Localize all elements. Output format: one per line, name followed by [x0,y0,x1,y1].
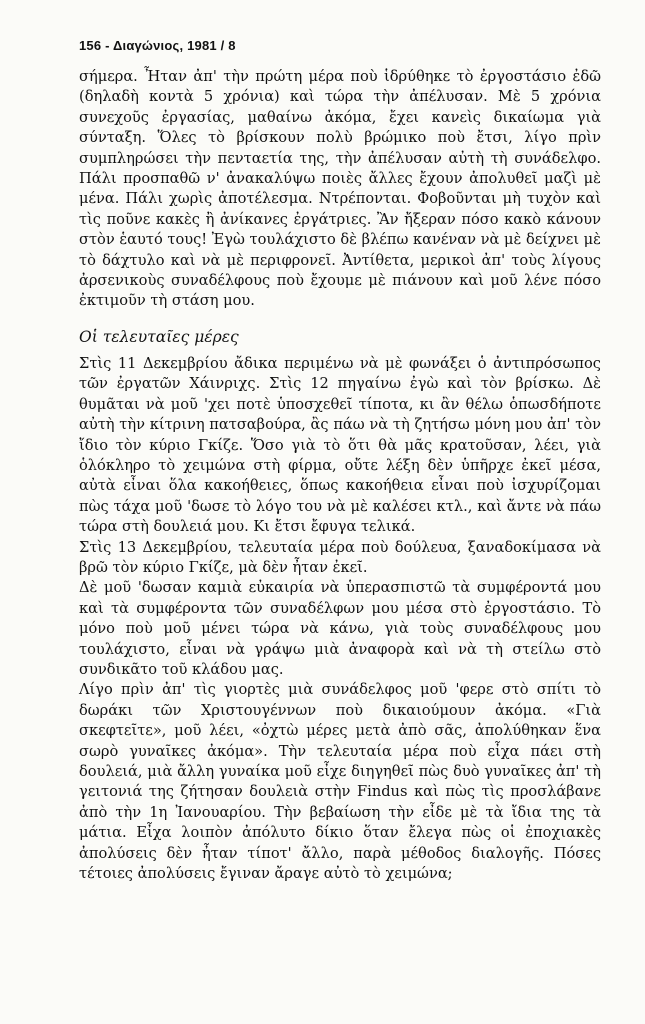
body-paragraph-4: Λίγο πρὶν ἀπ' τὶς γιορτὲς μιὰ συνάδελφος μοῦ 'φερε στὸ σπίτι τὸ δωράκι τῶν Χριστουγέννων ποὺ δικαιούμουν ἀκόμα. «Γιὰ σκεφτεῖτε», μοῦ λέει, «ὀχτὼ μέρες μετὰ ἀπὸ σᾶς, ἀπολύθηκαν ἕνα σωρὸ γυναῖκες ἀκόμα». Τὴν τελευταία μέρα ποὺ εἶχα πάει στὴ δουλειά, μιὰ ἄλλη γυναίκα μοῦ εἶχε διηγηθεῖ πὼς δυὸ γυναῖκες ἀπ' τὴ γειτονιά της ζήτησαν δουλειὰ στὴν Findus καὶ πὼς τὶς προσλάβανε ἀπὸ τὴν 1η Ἰανουαρίου. Τὴν βεβαίωση τὴν εἶδε μὲ τὰ ἴδια της τὰ μάτια. Εἶχα λοιπὸν ἀπόλυτο δίκιο ὅταν ἔλεγα πὼς οἱ ἐποχιακὲς ἀπολύσεις δὲν ἦταν τίποτ' ἄλλο, παρὰ μέθοδος διαλογῆς. Πόσες τέτοιες ἀπολύσεις ἔγιναν ἄραγε αὐτὸ τὸ χειμώνα; [79,681,601,883]
running-head: 156 - Διαγώνιος, 1981 / 8 [79,38,236,53]
section-heading: Οἱ τελευταῖες μέρες [79,327,239,346]
body-paragraph-2: Στὶς 13 Δεκεμβρίου, τελευταία μέρα ποὺ δούλευα, ξαναδοκίμασα νὰ βρῶ τὸν κύριο Γκίζε, μὰ δὲν ἦταν ἐκεῖ. [79,538,601,576]
body-paragraph-3: Δὲ μοῦ 'δωσαν καμιὰ εὐκαιρία νὰ ὑπερασπιστῶ τὰ συμφέροντά μου καὶ τὰ συμφέροντα τῶν συναδέλφων μου μέσα στὸ ἐργοστάσιο. Τὸ μόνο ποὺ μοῦ μένει τώρα νὰ κάνω, γιὰ τοὺς συναδέλφους μου τουλάχιστο, εἶναι νὰ γράψω μιὰ ἀναφορὰ καὶ νὰ τὴ στείλω στὸ συνδικᾶτο τοῦ κλάδου μας. [79,579,601,678]
body-paragraph-1: Στὶς 11 Δεκεμβρίου ἄδικα περιμένω νὰ μὲ φωνάξει ὁ ἀντιπρόσωπος τῶν ἐργατῶν Χάινριχς. Στὶς 12 πηγαίνω ἐγὼ καὶ τὸν βρίσκω. Δὲ θυμᾶται νὰ μοῦ 'χει ποτὲ ὑποσχεθεῖ τίποτα, κι ἂν θέλω ὁπωσδήποτε αὐτὴ τὴν κίτρινη πατσαβούρα, ἂς πάω νὰ τὴ ζητήσω μόνη μου ἀπ' τὸν ἴδιο τὸν κύριο Γκίζε. Ὅσο γιὰ τὸ ὅτι θὰ μᾶς κρατοῦσαν, λέει, γιὰ ὁλόκληρο τὸ χειμώνα στὴ φίρμα, οὔτε λέξη δὲν ὑπῆρχε ἐκεῖ μέσα, αὐτὰ εἶναι ὅλα κακοήθειες, ὅπως κακοήθεια εἶναι ποὺ ἰσχυρίζομαι πὼς τάχα μοῦ 'δωσε τὸ λόγο του νὰ μὲ καλέσει κτλ., καὶ ἄντε νὰ πάω τώρα στὴ δουλειά μου. Κι ἔτσι ἔφυγα τελικά. [79,354,601,536]
intro-paragraph: σήμερα. Ἦταν ἀπ' τὴν πρώτη μέρα ποὺ ἱδρύθηκε τὸ ἐργοστάσιο ἐδῶ (δηλαδὴ κοντὰ 5 χρόνια) καὶ τώρα τὴν ἀπέλυσαν. Μὲ 5 χρόνια συνεχοῦς ἐργασίας, μαθαίνω ἀκόμα, ἔχει κανεὶς δικαίωμα γιὰ σύνταξη. Ὅλες τὸ βρίσκουν πολὺ βρώμικο ποὺ ἔτσι, λίγο πρὶν συμπληρώσει τὴν πενταετία της, τὴν ἀπέλυσαν αὐτὴ τὴ συνάδελφο. Πάλι προσπαθῶ ν' ἀνακαλύψω ποιὲς ἄλλες ἔχουν ἀπολυθεῖ μαζὶ μὲ μένα. Πάλι χωρὶς ἀποτέλεσμα. Ντρέπονται. Φοβοῦνται μὴ τυχὸν καὶ τὶς ποῦνε κακὲς ἢ ἀνίκανες ἐργάτριες. Ἂν ἤξεραν πόσο κακὸ κάνουν στὸν ἑαυτό τους! Ἐγὼ τουλάχιστο δὲ βλέπω κανέναν νὰ μὲ δείχνει μὲ τὸ δάχτυλο καὶ νὰ μὲ περιφρονεῖ. Ἀντίθετα, μερικοὶ ἀπ' τοὺς λίγους ἀρσενικοὺς συναδέλφους ποὺ ἔχουμε μὲ πιάνουν καὶ μοῦ λένε πόσο ἐκτιμοῦν τὴ στάση μου. [79,68,601,310]
